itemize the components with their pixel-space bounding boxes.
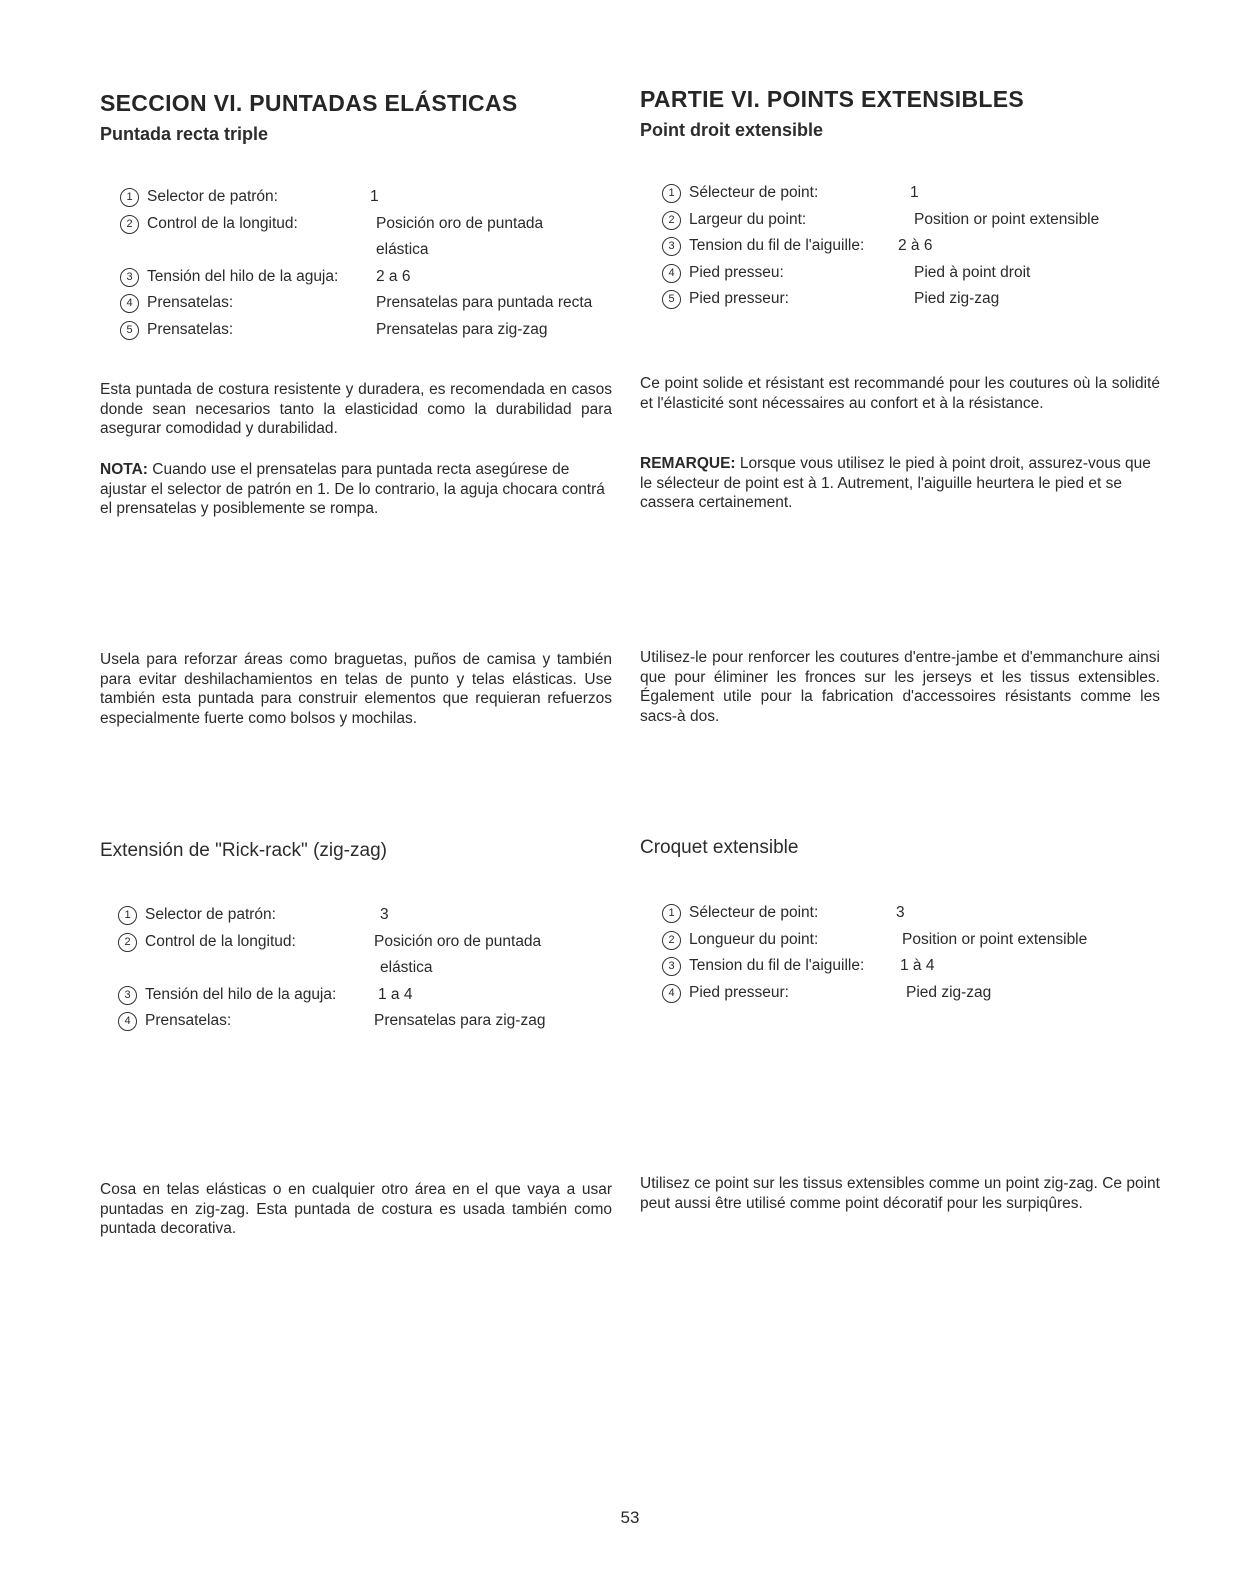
paragraph-uses-fr: Utilisez-le pour renforcer les coutures d'entre-jambe et d'emmanchure ainsi que pour éliminer les fronces sur les jerseys et les tissus extensibles. Également utile pour la fabrication d'accessoires résistants comme les sacs-à dos.	[640, 649, 1160, 725]
setting-value: Pied zig-zag	[906, 983, 992, 1001]
section-title-fr: PARTIE VI. POINTS EXTENSIBLES	[640, 86, 1024, 112]
setting-label: Longueur du point:	[689, 930, 819, 948]
circled-number: 3	[662, 957, 681, 976]
setting-label: Selector de patrón:	[147, 188, 278, 205]
setting-label: Tension du fil de l'aiguille:	[689, 957, 865, 974]
circled-number: 3	[120, 268, 139, 287]
page-number: 53	[620, 1508, 640, 1527]
paragraph-description-fr: Ce point solide et résistant est recommandé pour les coutures où la solidité et l'élasticité sont nécessaires au confort et à la résistance.	[640, 375, 1160, 412]
circled-number: 4	[662, 984, 681, 1003]
setting-row-continuation	[120, 237, 660, 264]
setting-label: Prensatelas:	[147, 294, 234, 311]
setting-value: 3	[380, 906, 389, 923]
setting-value: Prensatelas para zig-zag	[374, 1012, 546, 1029]
setting-value: Position or point extensible	[902, 930, 1088, 948]
note-fr	[640, 454, 1160, 513]
circled-number: 2	[120, 215, 139, 234]
circled-number: 5	[120, 321, 139, 340]
setting-label: Tensión del hilo de la aguja:	[145, 985, 337, 1003]
subheading-croquet-fr: Croquet extensible	[640, 837, 799, 858]
setting-label: Control de la longitud:	[147, 214, 298, 232]
circled-number: 1	[118, 906, 137, 925]
settings-list-triple-es	[120, 184, 660, 343]
setting-label: Control de la longitud:	[145, 932, 296, 950]
paragraph-uses-es: Usela para reforzar áreas como braguetas, puños de camisa y también para evitar deshilachamientos en telas de punto y telas elásticas. Use también esta puntada para construir elementos que requieran refuerzos especialmente fuerte como bolsos y mochilas.	[100, 651, 612, 727]
setting-value: Prensatelas para zig-zag	[376, 320, 548, 338]
setting-label: Selector de patrón:	[145, 906, 276, 923]
paragraph-description-es: Esta puntada de costura resistente y duradera, es recomendada en casos donde sean necesarios tanto la elasticidad como la durabilidad para asegurar comodidad y durabilidad.	[100, 381, 612, 437]
setting-row	[120, 264, 660, 291]
settings-list-croquet-fr	[662, 900, 1202, 1006]
setting-value: 1	[910, 184, 919, 201]
subheading-rickrack-es: Extensión de "Rick-rack" (zig-zag)	[100, 840, 387, 861]
setting-row	[118, 982, 658, 1009]
circled-number: 4	[120, 294, 139, 313]
note-label: NOTA:	[100, 461, 148, 478]
setting-row	[662, 207, 1202, 234]
setting-value: Posición oro de puntada	[374, 932, 542, 950]
subheading-triple-straight-es: Puntada recta triple	[100, 124, 269, 144]
setting-label: Pied presseur:	[689, 290, 789, 307]
setting-value: Position or point extensible	[914, 210, 1100, 228]
paragraph-rickrack-es: Cosa en telas elásticas o en cualquier otro área en el que vaya a usar puntadas en zig-zag. Esta puntada de costura es usada también como puntada decorativa.	[100, 1181, 612, 1237]
note-text: Cuando use el prensatelas para puntada recta asegúrese de ajustar el selector de patrón en 1. De lo contrario, la aguja chocara contrá el prensatelas y posiblemente se rompa.	[100, 461, 605, 517]
setting-value: Prensatelas para puntada recta	[376, 294, 593, 311]
circled-number: 5	[662, 290, 681, 309]
section-title-es: SECCION VI. PUNTADAS ELÁSTICAS	[100, 90, 518, 116]
setting-label: Sélecteur de point:	[689, 904, 819, 921]
settings-list-straight-fr	[662, 180, 1202, 313]
circled-number: 4	[118, 1012, 137, 1031]
setting-value: Posición oro de puntada	[376, 214, 544, 232]
subheading-straight-fr: Point droit extensible	[640, 120, 824, 140]
circled-number: 3	[118, 986, 137, 1005]
setting-row	[662, 233, 1202, 260]
setting-value: 1 à 4	[900, 957, 935, 974]
setting-row	[118, 1008, 658, 1035]
setting-row	[662, 953, 1202, 980]
setting-row	[120, 211, 660, 238]
note-text: Lorsque vous utilisez le pied à point droit, assurez-vous que le sélecteur de point est à 1. Autrement, l'aiguille heurtera le pied et se cassera certainement.	[640, 455, 1151, 511]
setting-row	[120, 184, 660, 211]
setting-value: 2 à 6	[898, 237, 933, 254]
circled-number: 1	[120, 188, 139, 207]
setting-value-continued: elástica	[376, 241, 429, 258]
setting-value: 1	[370, 188, 379, 205]
setting-label: Tension du fil de l'aiguille:	[689, 237, 865, 254]
setting-row	[118, 902, 658, 929]
circled-number: 2	[662, 211, 681, 230]
circled-number: 4	[662, 264, 681, 283]
setting-value: 2 a 6	[376, 267, 411, 285]
setting-row	[118, 929, 658, 956]
setting-row	[662, 286, 1202, 313]
setting-row-continuation	[118, 955, 658, 982]
setting-value: Pied zig-zag	[914, 290, 1000, 307]
setting-row	[662, 180, 1202, 207]
setting-row	[662, 980, 1202, 1007]
setting-label: Pied presseu:	[689, 263, 784, 281]
circled-number: 3	[662, 237, 681, 256]
setting-row	[662, 260, 1202, 287]
note-label: REMARQUE:	[640, 455, 736, 472]
setting-value-continued: elástica	[380, 959, 433, 976]
setting-row	[662, 927, 1202, 954]
setting-row	[120, 290, 660, 317]
setting-label: Sélecteur de point:	[689, 184, 819, 201]
setting-value: 1 a 4	[378, 985, 413, 1003]
setting-label: Prensatelas:	[145, 1012, 232, 1029]
paragraph-croquet-fr: Utilisez ce point sur les tissus extensibles comme un point zig-zag. Ce point peut aussi être utilisé comme point décoratif pour les surpiqûres.	[640, 1175, 1160, 1212]
setting-row	[120, 317, 660, 344]
circled-number: 1	[662, 184, 681, 203]
setting-label: Tensión del hilo de la aguja:	[147, 267, 339, 285]
setting-label: Pied presseur:	[689, 983, 789, 1001]
setting-value: 3	[896, 904, 905, 921]
circled-number: 2	[662, 931, 681, 950]
setting-label: Prensatelas:	[147, 320, 234, 338]
circled-number: 2	[118, 933, 137, 952]
setting-value: Pied à point droit	[914, 263, 1031, 281]
note-es	[100, 460, 612, 519]
setting-label: Largeur du point:	[689, 210, 807, 228]
circled-number: 1	[662, 904, 681, 923]
settings-list-rickrack-es	[118, 902, 658, 1035]
setting-row	[662, 900, 1202, 927]
